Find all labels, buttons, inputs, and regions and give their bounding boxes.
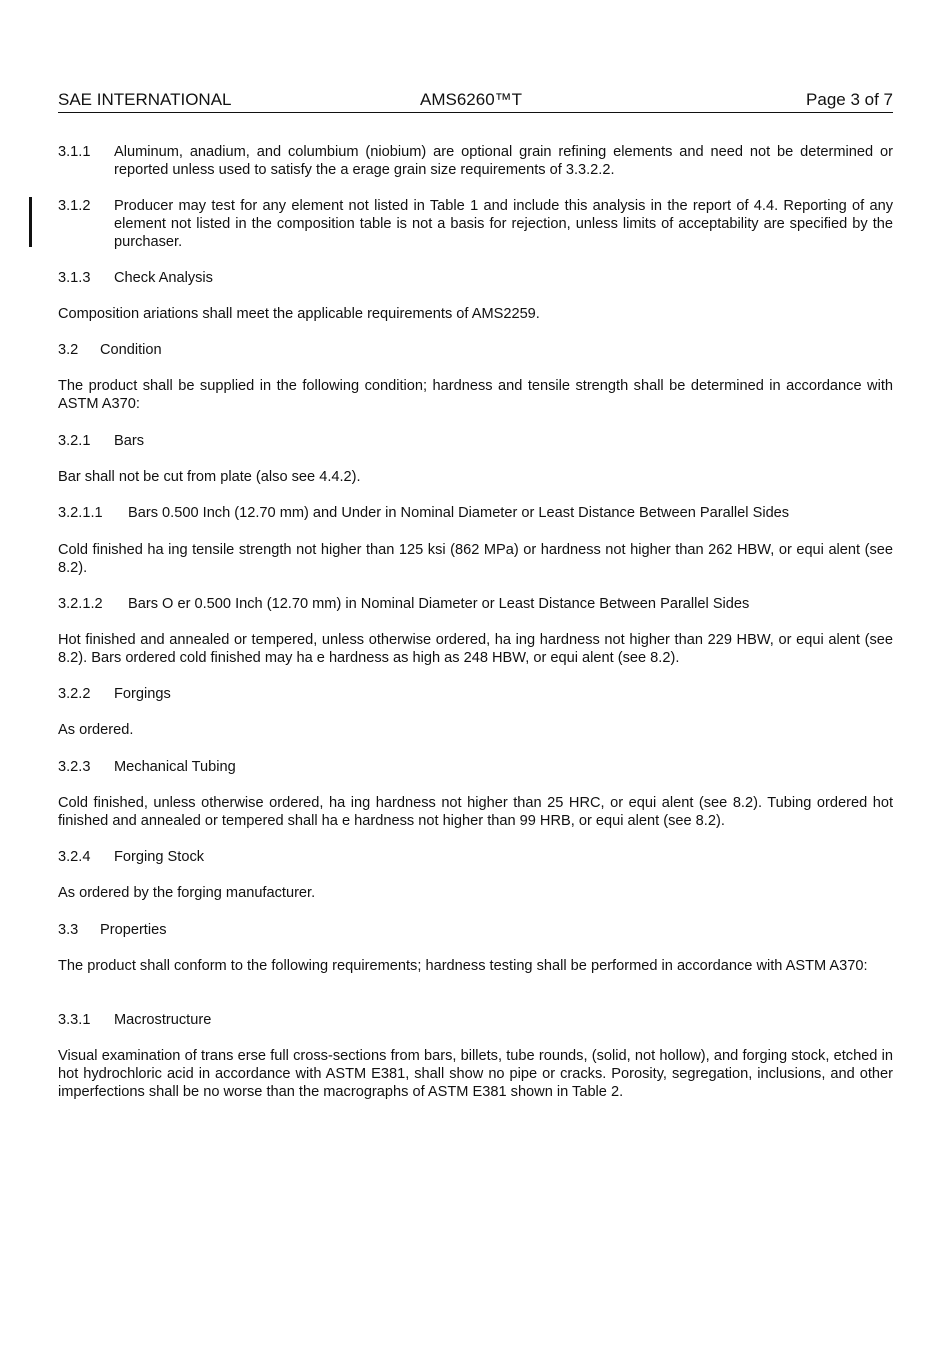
section-3-2-1-1-heading [58,504,893,522]
section-3-2-4-heading [58,848,893,866]
revision-change-bar [29,197,32,247]
section-number: 3.2 [58,342,79,358]
section-title: Macrostructure [114,1012,212,1028]
section-title: Bars O er 0.500 Inch (12.70 mm) in Nominal Diameter or Least Distance Between Parallel Sides [128,596,750,612]
section-number: 3.1.3 [58,270,91,286]
section-3-2-1-heading [58,432,893,450]
section-number: 3.2.1.1 [58,505,103,521]
section-number: 3.3 [58,922,79,938]
section-3-2-body: The product shall be supplied in the following condition; hardness and tensile strength shall be determined in accordance with ASTM A370: [58,378,893,412]
section-3-3-heading [58,921,893,939]
section-text: Aluminum, anadium, and columbium (niobium) are optional grain refining elements and need not be determined or reported unless used to satisfy the a erage grain size requirements of 3.3.2.2. [114,144,893,178]
section-3-3-1-body: Visual examination of trans erse full cross-sections from bars, billets, tube rounds, (solid, not hollow), and forging stock, etched in hot hydrochloric acid in accordance with ASTM E381, shall show no pipe or cracks. Porosity, segregation, inclusions, and other imperfections shall be no worse than the macrographs of ASTM E381 shown in Table 2. [58,1048,893,1100]
section-number: 3.2.2 [58,686,91,702]
section-title: Forging Stock [114,849,205,865]
section-3-2-1-2-heading [58,595,893,613]
header-org: SAE INTERNATIONAL [58,90,232,109]
section-3-2-1-1-body: Cold finished ha ing tensile strength not higher than 125 ksi (862 MPa) or hardness not higher than 262 HBW, or equi alent (see 8.2). [58,542,893,576]
header-doc-id: AMS6260™T [420,90,523,109]
section-number: 3.1.2 [58,198,91,214]
header-page-number: Page 3 of 7 [806,90,893,109]
section-number: 3.3.1 [58,1012,91,1028]
section-3-2-4-body: As ordered by the forging manufacturer. [58,885,316,901]
section-3-2-2-heading [58,685,893,703]
section-number: 3.2.3 [58,759,91,775]
section-number: 3.1.1 [58,144,91,160]
section-3-2-1-body: Bar shall not be cut from plate (also see 4.4.2). [58,469,361,485]
section-3-2-heading [58,341,893,359]
section-title: Bars [114,433,145,449]
section-3-1-3-body: Composition ariations shall meet the applicable requirements of AMS2259. [58,306,540,322]
section-3-2-2-body: As ordered. [58,722,134,738]
section-number: 3.2.4 [58,849,91,865]
section-title: Bars 0.500 Inch (12.70 mm) and Under in Nominal Diameter or Least Distance Between Parallel Sides [128,505,790,521]
section-number: 3.2.1 [58,433,91,449]
section-title: Mechanical Tubing [114,759,236,775]
section-3-3-body: The product shall conform to the following requirements; hardness testing shall be performed in accordance with ASTM A370: [58,958,868,974]
section-3-2-1-2-body: Hot finished and annealed or tempered, unless otherwise ordered, ha ing hardness not higher than 229 HBW, or equi alent (see 8.2). Bars ordered cold finished may ha e hardness as high as 248 HBW, or equi alent (see 8.2). [58,632,893,666]
section-title: Condition [100,342,162,358]
section-3-1-1 [58,143,893,179]
section-title: Forgings [114,686,171,702]
section-title: Properties [100,922,167,938]
page-header [58,90,893,113]
section-3-2-3-heading [58,758,893,776]
section-3-1-2 [58,197,893,251]
section-3-3-1-heading [58,1011,893,1029]
section-text: Producer may test for any element not listed in Table 1 and include this analysis in the report of 4.4. Reporting of any element not listed in the composition table is not a basis for rejection, unless limits of acceptability are specified by the purchaser. [114,198,893,250]
section-title: Check Analysis [114,270,213,286]
section-number: 3.2.1.2 [58,596,103,612]
section-3-1-3-heading [58,269,893,287]
section-3-2-3-body: Cold finished, unless otherwise ordered, ha ing hardness not higher than 25 HRC, or equi alent (see 8.2). Tubing ordered hot finished and annealed or tempered shall ha e hardness not higher than 99 HRB, or equi alent (see 8.2). [58,795,893,829]
